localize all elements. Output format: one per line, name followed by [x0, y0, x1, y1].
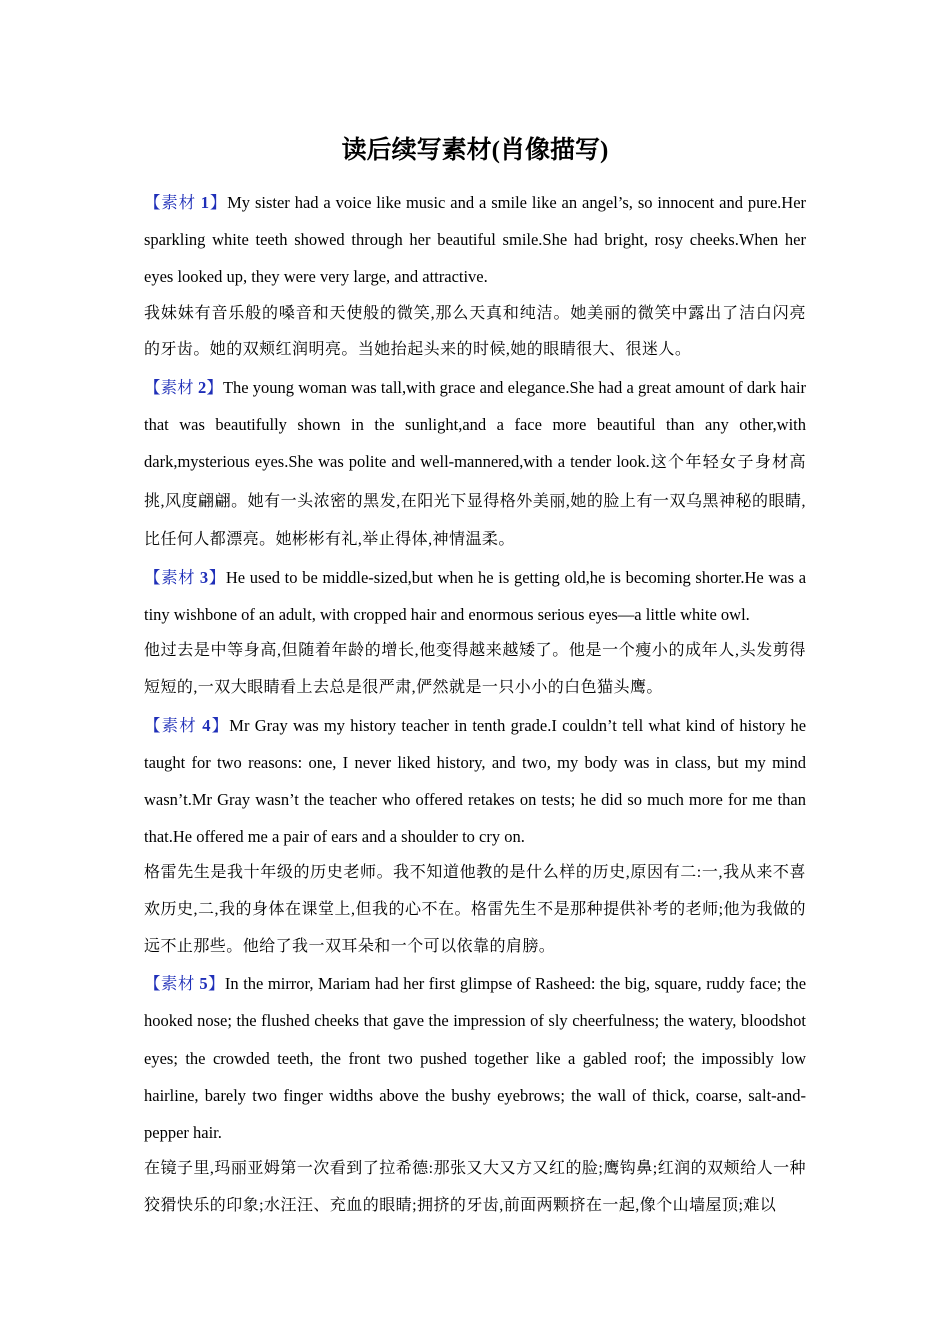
- material-5-chinese: 在镜子里,玛丽亚姆第一次看到了拉希德:那张又大又方又红的脸;鹰钩鼻;红润的双颊给人一种狡猾快乐的印象;水汪汪、充血的眼睛;拥挤的牙齿,前面两颗挤在一起,像个山墙屋顶;难以: [144, 1160, 806, 1214]
- material-2-english-text: The young woman was tall,with grace and elegance.She had a great amount of dark hair that was beautifully shown in the sunlight,and a face more beautiful than any other,with dark,mysterious eyes.She was polite and well-mannered,with a tender look.: [144, 377, 807, 472]
- material-1-chinese: 我妹妹有音乐般的嗓音和天使般的微笑,那么天真和纯洁。她美丽的微笑中露出了洁白闪亮的牙齿。她的双颊红润明亮。当她抬起头来的时候,她的眼睛很大、很迷人。: [144, 304, 806, 359]
- material-1-english-text: My sister had a voice like music and a smile like an angel’s, so innocent and pure.Her sparkling white teeth showed through her beautiful smile.She had bright, rosy cheeks.When her eyes looked up, they were very large, and attractive.: [144, 193, 807, 287]
- material-3-english: [144, 559, 806, 633]
- material-4-english: [144, 707, 806, 856]
- material-3-label: 【素材 3】: [144, 567, 226, 587]
- material-4-chinese: 格雷先生是我十年级的历史老师。我不知道他教的是什么样的历史,原因有二:一,我从来不喜欢历史,二,我的身体在课堂上,但我的心不在。格雷先生不是那种提供补考的老师;他为我做的远不止那些。他给了我一双耳朵和一个可以依靠的肩膀。: [144, 864, 806, 955]
- material-4-label: 【素材 4】: [144, 715, 230, 735]
- material-5-label: 【素材 5】: [144, 974, 225, 994]
- material-3-english-text: He used to be middle-sized,but when he is getting old,he is becoming shorter.He was a tiny wishbone of an adult, with cropped hair and enormous serious eyes—a little white owl.: [144, 567, 807, 625]
- material-4-english-text: Mr Gray was my history teacher in tenth grade.I couldn’t tell what kind of history he taught for two reasons: one, I never liked history, and two, my body was in class, but my mind wasn’t.Mr Gray wasn’t the teacher who offered retakes on tests; he did so much more for me than that.He offered me a pair of ears and a shoulder to cry on.: [144, 715, 807, 847]
- material-1-label: 【素材 1】: [144, 193, 228, 212]
- material-2-chinese-text: 这个年轻女子身材高挑,风度翩翩。她有一头浓密的黑发,在阳光下显得格外美丽,她的脸上有一双乌黑神秘的眼睛,比任何人都漂亮。她彬彬有礼,举止得体,神情温柔。: [144, 454, 806, 549]
- material-3-chinese: 他过去是中等身高,但随着年龄的增长,他变得越来越矮了。他是一个瘦小的成年人,头发剪得短短的,一双大眼睛看上去总是很严肃,俨然就是一只小小的白色猫头鹰。: [144, 642, 806, 696]
- material-1-english: [144, 184, 806, 296]
- page-title: 读后续写素材(肖像描写): [341, 137, 609, 164]
- document-body: [144, 184, 806, 1224]
- material-2-text: [144, 369, 806, 559]
- material-5-english: [144, 965, 806, 1151]
- material-5-english-text: In the mirror, Mariam had her first glimpse of Rasheed: the big, square, ruddy face; the hooked nose; the flushed cheeks that gave the impression of sly cheerfulness; the watery, bloodshot eyes; the crowded teeth, the front two pushed together like a gabled roof; the impossibly low hairline, barely two finger widths above the bushy eyebrows; the wall of thick, coarse, salt-and-pepper hair.: [144, 974, 807, 1142]
- material-2-label: 【素材 2】: [144, 377, 223, 397]
